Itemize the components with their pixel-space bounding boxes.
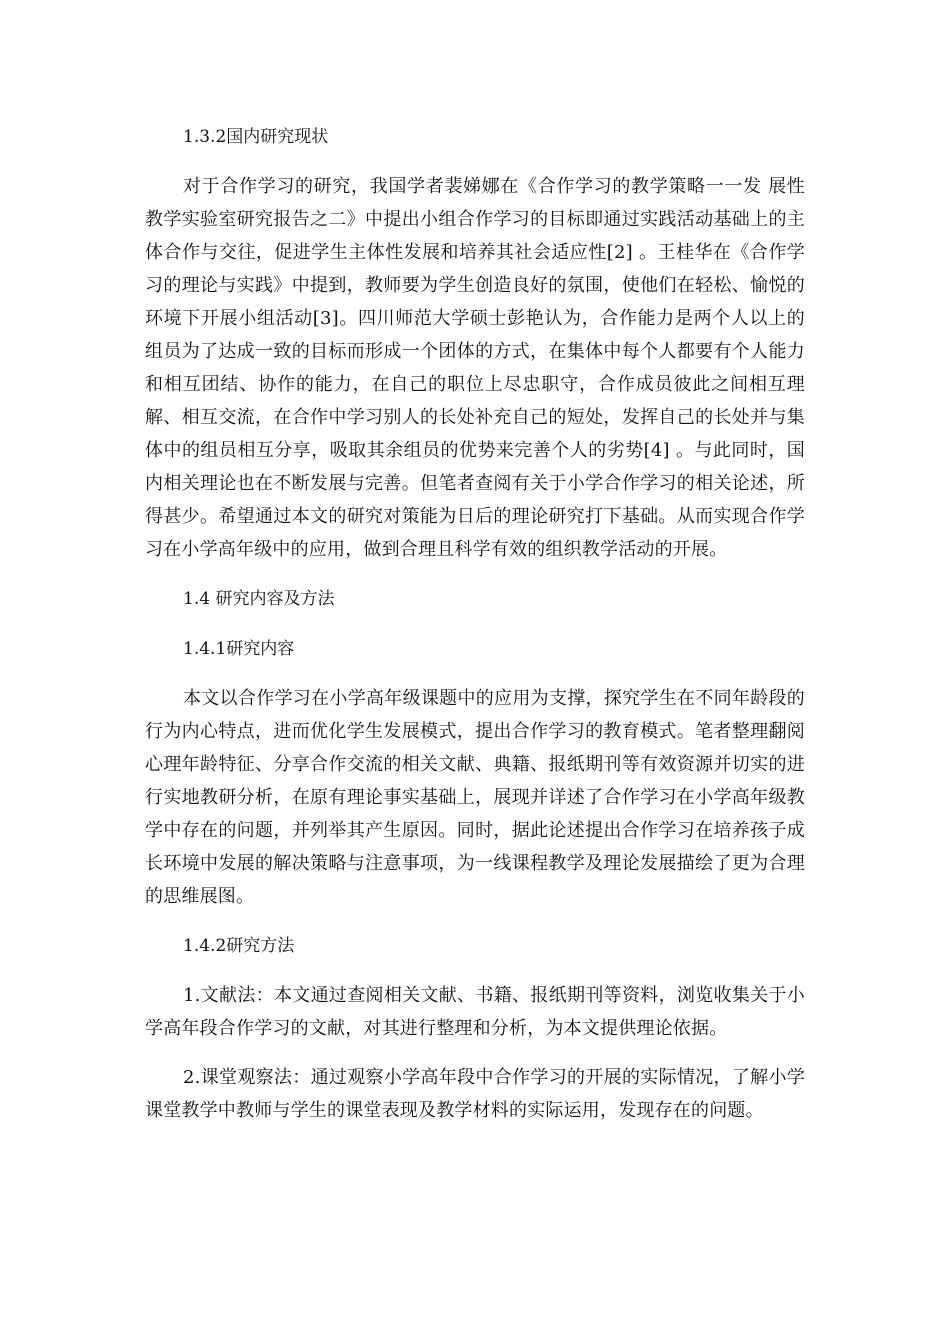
- section-heading-1-4-2: 1.4.2研究方法: [183, 936, 295, 956]
- document-page: [145, 120, 805, 1143]
- paragraph-domestic-research: 对于合作学习的研究，我国学者裴娣娜在《合作学习的教学策略一一发 展性教学实验室研究报告之二》中提出小组合作学习的目标即通过实践活动基础上的主体合作与交往，促进学生主体性发展和培养其社会适应性[2] 。王桂华在《合作学习的理论与实践》中提到，教师要为学生创造良好的氛围，使他们在轻松、愉悦的环境下开展小组活动[3]。四川师范大学硕士彭艳认为，合作能力是两个人以上的组员为了达成一致的目标而形成一个团体的方式，在集体中每个人都要有个人能力和相互团结、协作的能力，在自己的职位上尽忠职守，合作成员彼此之间相互理解、相互交流，在合作中学习别人的长处补充自己的短处，发挥自己的长处并与集体中的组员相互分享，吸取其余组员的优势来完善个人的劣势[4] 。与此同时，国内相关理论也在不断发展与完善。但笔者查阅有关于小学合作学习的相关论述，所得甚少。希望通过本文的研究对策能为日后的理论研究打下基础。从而实现合作学习在小学高年级中的应用，做到合理且科学有效的组织教学活动的开展。: [145, 176, 805, 560]
- section-heading-1-4: 1.4 研究内容及方法: [183, 589, 335, 609]
- paragraph-observation-method: 2.课堂观察法：通过观察小学高年段中合作学习的开展的实际情况，了解小学课堂教学中教师与学生的课堂表现及教学材料的实际运用，发现存在的问题。: [145, 1067, 805, 1121]
- section-heading-1-3-2: 1.3.2国内研究现状: [183, 127, 329, 147]
- paragraph-research-content: 本文以合作学习在小学高年级课题中的应用为支撑，探究学生在不同年龄段的行为内心特点，进而优化学生发展模式，提出合作学习的教育模式。笔者整理翻阅心理年龄特征、分享合作交流的相关文献、典籍、报纸期刊等有效资源并切实的进行实地教研分析，在原有理论事实基础上，展现并详述了合作学习在小学高年级教学中存在的问题，并列举其产生原因。同时，据此论述提出合作学习在培养孩子成长环境中发展的解决策略与注意事项，为一线课程教学及理论发展描绘了更为合理的思维展图。: [145, 688, 805, 907]
- section-heading-1-4-1: 1.4.1研究内容: [183, 639, 295, 659]
- paragraph-literature-method: 1.文献法：本文通过查阅相关文献、书籍、报纸期刊等资料，浏览收集关于小学高年段合作学习的文献，对其进行整理和分析，为本文提供理论依据。: [145, 985, 805, 1039]
